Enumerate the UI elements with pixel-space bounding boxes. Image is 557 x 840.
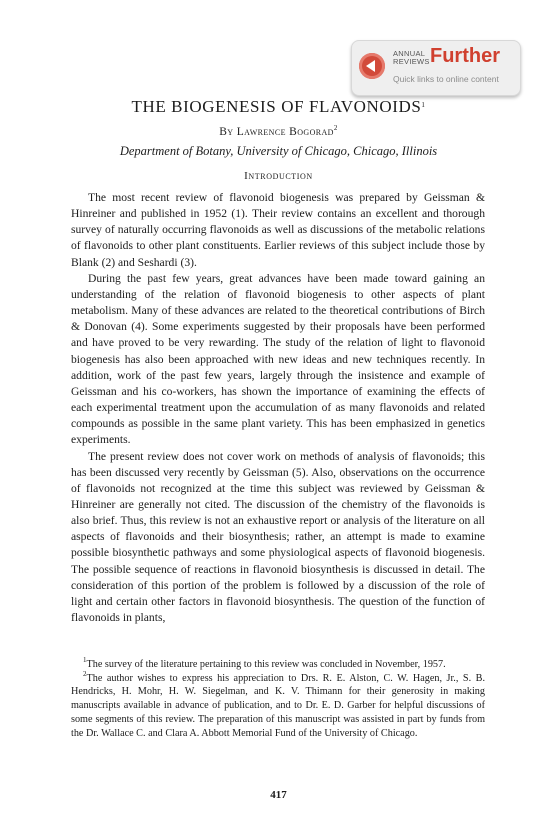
badge-publisher: ANNUAL REVIEWS xyxy=(393,49,430,66)
author-name: By Lawrence Bogorad xyxy=(219,126,334,138)
section-heading: Introduction xyxy=(244,170,313,182)
author-footnote-mark: 2 xyxy=(333,124,338,132)
footnote-text: The survey of the literature pertaining to this review was concluded in November, 1957. xyxy=(86,659,446,670)
body-paragraph: The present review does not cover work on methods of analysis of flavonoids; this has been discussed very recently by Geissman (5). Also, observations on the occurrence of flavonoids not recognized at the time this subject was reviewed by Geissman & Hinreiner are generally not cited. The discussion of the chemistry of the flavonoids is also brief. Thus, this review is not an exhaustive report or analysis of the literature on all aspects of flavonoids and their biosynthesis; rather, an attempt is made to examine possible biosynthetic pathways and some physiological aspects of flavonoid biogenesis. The possible sequence of reactions in flavonoid biosynthesis is discussed in detail. The consideration of this portion of the problem is followed by a discussion of the role of light and certain other factors in flavonoid biosynthesis. The question of the function of flavonoids in plants, xyxy=(71,449,485,625)
badge-headline: Further xyxy=(430,45,500,67)
author-byline xyxy=(0,126,557,138)
body-paragraph: During the past few years, great advances have been made toward gaining an understanding of the relation of flavonoid biogenesis to other aspects of plant metabolism. Many of these advances are related to the theoretical contributions of Birch & Donovan (4). Some experiments suggested by their proposals have been performed and have proved to be very rewarding. The study of the relation of light to flavonoid biogenesis has also been approached with new ideas and new techniques recently. In addition, work of the past few years, largely through the insistence and example of Geissman and his co-workers, has shown the importance of examining the effects of each experimental treatment upon the accumulation of as many flavonoids and related compounds as possible in the same plant variety. This has been emphasized in genetics experiments. xyxy=(71,271,485,447)
footnote-mark: 1 xyxy=(83,656,87,664)
footnotes xyxy=(71,658,485,740)
arrow-left-icon xyxy=(366,60,375,72)
author-affiliation: Department of Botany, University of Chicago, Chicago, Illinois xyxy=(119,144,438,158)
back-arrow-circle-icon xyxy=(359,53,385,79)
badge-subtext: Quick links to online content xyxy=(393,74,499,84)
footnote xyxy=(71,658,485,672)
footnote-mark: 2 xyxy=(83,669,87,678)
further-links-badge[interactable] xyxy=(351,40,521,96)
title-footnote-mark: 1 xyxy=(421,101,426,109)
footnote-text: The author wishes to express his appreciation to Drs. R. E. Alston, C. W. Hagen, Jr., S. B. Hendricks, H. Mohr, H. W. Siegelman, and K. V. Thimann for their generosity in making manuscripts available in advance of publication, and to Dr. E. D. Garber for helpful discussions of some segments of this review. The preparation of this manuscript was assisted in part by funds from the Dr. Wallace C. and Clara A. Abbott Memorial Fund of the University of Chicago. xyxy=(71,672,485,739)
article-body xyxy=(71,190,485,626)
page-number: 417 xyxy=(270,789,287,801)
article-title-text: THE BIOGENESIS OF FLAVONOIDS xyxy=(131,97,422,116)
footnote xyxy=(71,669,485,741)
body-paragraph: The most recent review of flavonoid biogenesis was prepared by Geissman & Hinreiner and published in 1952 (1). Their review contains an excellent and thorough survey of naturally occurring flavonoids as well as discussions of the metabolic relations of flavonoids to other plant constituents. Earlier reviews of this subject include those by Blank (2) and Seshardi (3). xyxy=(71,191,485,269)
article-title xyxy=(0,97,557,117)
